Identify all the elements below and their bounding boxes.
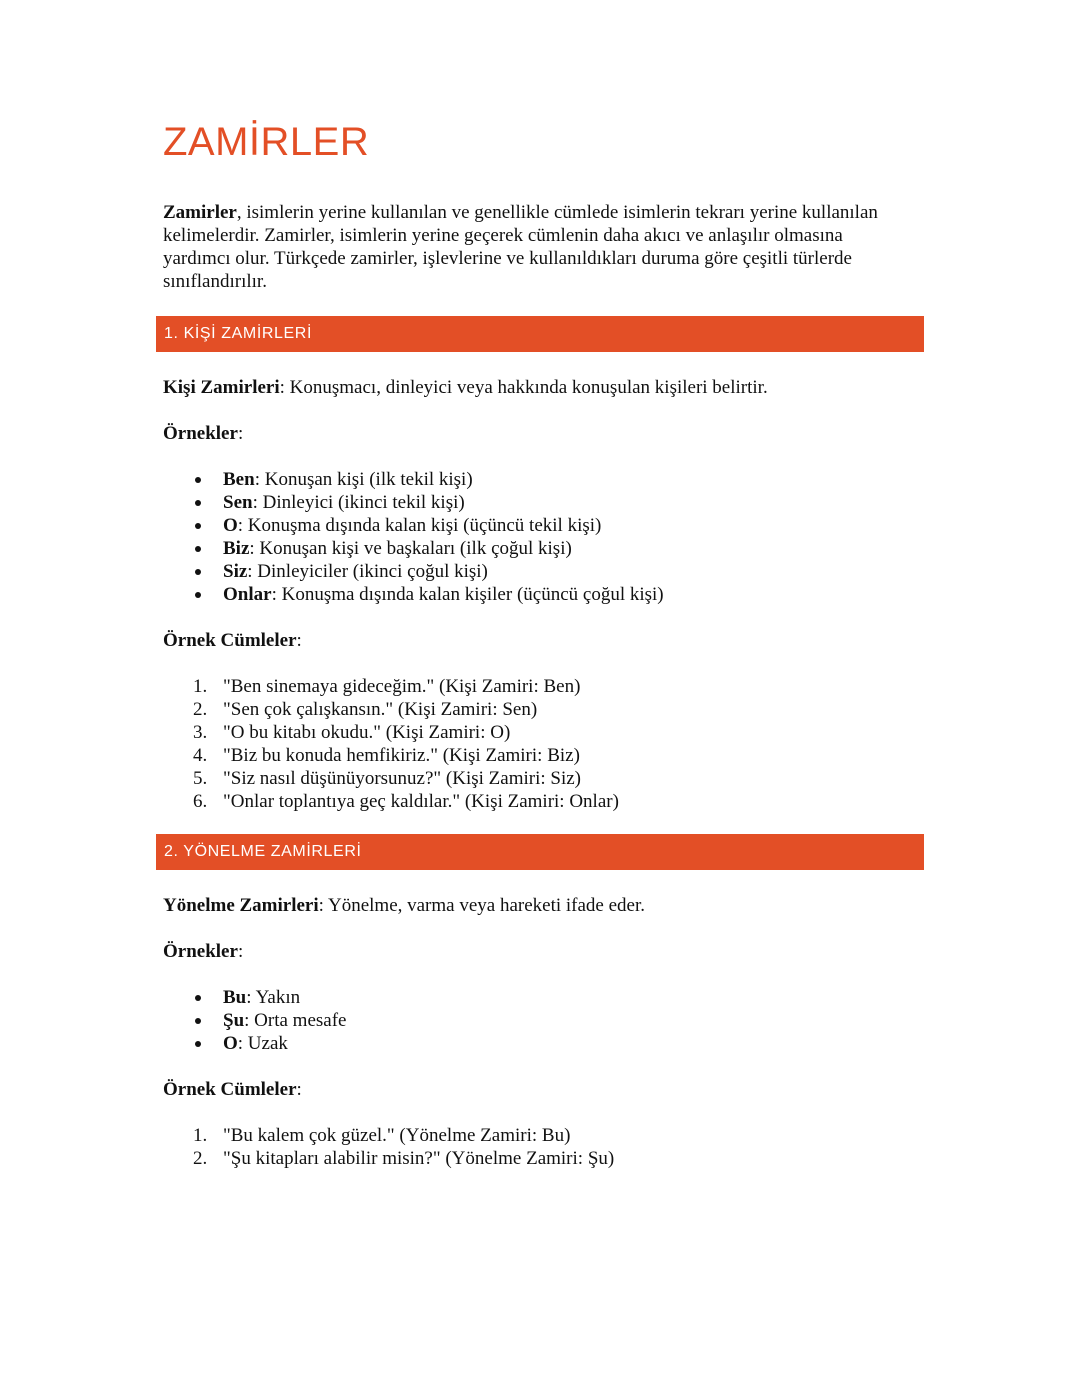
example-term: Onlar (223, 584, 272, 605)
sentence-text: "Ben sinemaya gideceğim." (Kişi Zamiri: Ben) (223, 676, 581, 697)
sentence-text: "Sen çok çalışkansın." (Kişi Zamiri: Sen) (223, 699, 538, 720)
list-item (163, 1147, 614, 1170)
list-item (163, 744, 619, 767)
examples-list (163, 468, 664, 606)
definition (163, 894, 645, 917)
examples-list (163, 986, 346, 1055)
definition-term: Yönelme Zamirleri (163, 895, 319, 916)
example-term: Sen (223, 492, 253, 513)
sentences-list (163, 1124, 614, 1170)
list-item (163, 1032, 346, 1055)
definition-term: Kişi Zamirleri (163, 377, 280, 398)
sentence-text: "Onlar toplantıya geç kaldılar." (Kişi Zamiri: Onlar) (223, 791, 619, 812)
example-text: : Konuşma dışında kalan kişi (üçüncü tekil kişi) (237, 515, 602, 536)
list-item (163, 514, 664, 537)
examples-label (163, 422, 243, 445)
sentence-text: "Siz nasıl düşünüyorsunuz?" (Kişi Zamiri: Siz) (223, 768, 581, 789)
list-item (163, 468, 664, 491)
item-number: 3. (193, 722, 208, 743)
list-item (163, 537, 664, 560)
section-heading: 2. YÖNELME ZAMİRLERİ (164, 843, 362, 860)
item-number: 2. (193, 1148, 208, 1169)
list-item (163, 1009, 346, 1032)
intro-line: sınıflandırılır. (163, 271, 267, 292)
sentence-text: "Biz bu konuda hemfikiriz." (Kişi Zamiri: Biz) (223, 745, 580, 766)
list-item (163, 1124, 614, 1147)
sentences-label-colon: : (296, 630, 302, 651)
bullet-icon (195, 1018, 201, 1024)
bullet-icon (195, 523, 201, 529)
section-heading-band (156, 834, 924, 870)
example-term: O (223, 515, 238, 536)
intro-line: kelimelerdir. Zamirler, isimlerin yerine geçerek cümlenin daha akıcı ve anlaşılır olmasına (163, 225, 843, 246)
sentence-text: "Bu kalem çok güzel." (Yönelme Zamiri: Bu) (223, 1125, 571, 1146)
example-text: : Uzak (237, 1033, 288, 1054)
example-text: : Yakın (246, 987, 301, 1008)
intro-paragraph (163, 201, 933, 293)
item-number: 6. (193, 791, 208, 812)
sentences-list (163, 675, 619, 813)
example-term: O (223, 1033, 238, 1054)
sentence-text: "O bu kitabı okudu." (Kişi Zamiri: O) (223, 722, 511, 743)
list-item (163, 986, 346, 1009)
examples-label-text: Örnekler (163, 941, 238, 962)
example-term: Şu (223, 1010, 245, 1031)
example-text: : Konuşan kişi (ilk tekil kişi) (254, 469, 473, 490)
item-number: 1. (193, 676, 208, 697)
definition-text: : Yönelme, varma veya hareketi ifade eder. (318, 895, 646, 916)
example-term: Bu (223, 987, 247, 1008)
list-item (163, 790, 619, 813)
intro-term: Zamirler (163, 202, 237, 223)
section-heading-band (156, 316, 924, 352)
example-text: : Dinleyiciler (ikinci çoğul kişi) (247, 561, 488, 582)
sentences-label (163, 629, 302, 652)
bullet-icon (195, 546, 201, 552)
intro-line: yardımcı olur. Türkçede zamirler, işlevlerine ve kullanıldıkları duruma göre çeşitli türlerde (163, 248, 852, 269)
bullet-icon (195, 569, 201, 575)
example-term: Biz (223, 538, 250, 559)
example-text: : Konuşan kişi ve başkaları (ilk çoğul kişi) (249, 538, 572, 559)
sentences-label-text: Örnek Cümleler (163, 1079, 297, 1100)
examples-label-colon: : (237, 423, 244, 444)
list-item (163, 560, 664, 583)
sentence-text: "Şu kitapları alabilir misin?" (Yönelme Zamiri: Şu) (223, 1148, 615, 1169)
list-item (163, 721, 619, 744)
example-term: Ben (223, 469, 255, 490)
bullet-icon (195, 592, 201, 598)
intro-line (163, 201, 933, 224)
examples-label (163, 940, 243, 963)
page-title: ZAMİRLER (163, 120, 370, 164)
item-number: 1. (193, 1125, 208, 1146)
example-term: Siz (223, 561, 248, 582)
item-number: 5. (193, 768, 208, 789)
bullet-icon (195, 477, 201, 483)
item-number: 2. (193, 699, 208, 720)
list-item (163, 675, 619, 698)
bullet-icon (195, 500, 201, 506)
sentences-label-text: Örnek Cümleler (163, 630, 297, 651)
bullet-icon (195, 1041, 201, 1047)
definition (163, 376, 768, 399)
examples-label-colon: : (237, 941, 244, 962)
list-item (163, 767, 619, 790)
example-text: : Konuşma dışında kalan kişiler (üçüncü çoğul kişi) (271, 584, 664, 605)
section-heading: 1. KİŞİ ZAMİRLERİ (164, 325, 313, 342)
list-item (163, 491, 664, 514)
list-item (163, 698, 619, 721)
definition-text: : Konuşmacı, dinleyici veya hakkında konuşulan kişileri belirtir. (279, 377, 768, 398)
example-text: : Orta mesafe (244, 1010, 347, 1031)
list-item (163, 583, 664, 606)
sentences-label-colon: : (296, 1079, 302, 1100)
bullet-icon (195, 995, 201, 1001)
intro-text: , isimlerin yerine kullanılan ve genellikle cümlede isimlerin tekrarı yerine kullanılan (236, 202, 878, 223)
example-text: : Dinleyici (ikinci tekil kişi) (252, 492, 465, 513)
examples-label-text: Örnekler (163, 423, 238, 444)
sentences-label (163, 1078, 302, 1101)
item-number: 4. (193, 745, 208, 766)
